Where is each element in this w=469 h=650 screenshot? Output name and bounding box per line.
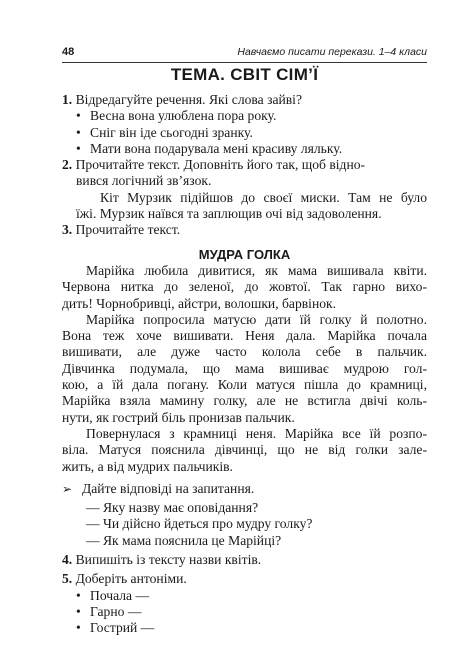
story-line: Дівчинка подумала, що мама вишиває мудрою гол- — [62, 360, 427, 376]
task-5-text: Доберіть антоніми. — [75, 571, 187, 587]
question-item: — Як мама пояснила це Марійці? — [86, 532, 282, 548]
running-title: Навчаємо писати перекази. 1–4 класи — [237, 46, 427, 58]
task-5-number: 5. — [62, 571, 73, 587]
story-line: віла. Матуся пояснила дівчинці, що не від голки зале- — [62, 442, 427, 458]
task-1-item: • Сніг він іде сьогодні зранку. — [76, 125, 427, 141]
task-3 — [62, 222, 427, 238]
task-1-item: • Весна вона улюблена пора року. — [76, 108, 427, 124]
task-2 — [62, 157, 427, 173]
questions-text: Дайте відповіді на запитання. — [82, 480, 255, 496]
antonym-item: • Гострий — — [76, 620, 427, 636]
task-2-text-line-2: вився логічний зв’язок. — [76, 173, 212, 189]
story-line: Повернулася з крамниці неня. Марійка все їй розпо- — [86, 425, 427, 441]
task-3-text: Прочитайте текст. — [75, 222, 181, 238]
story-line: Марійка попросила матусю дати їй голку й полотно. — [86, 311, 427, 327]
page-header — [62, 46, 427, 63]
task-4 — [62, 552, 427, 568]
task-4-text: Випишіть із тексту назви квітів. — [75, 552, 262, 568]
task-1-number: 1. — [62, 92, 73, 107]
story-line: Марійка взяла мамину голку, але не встигла двічі коль- — [62, 393, 427, 409]
story-line: жить, а від мудрих пальчиків. — [62, 458, 233, 474]
task-2-number: 2. — [62, 157, 73, 173]
story-line: нути, як гострий біль пронизав пальчик. — [62, 409, 295, 425]
task-1-item: • Мати вона подарувала мені красиву ляльку. — [76, 141, 427, 157]
questions-task — [62, 481, 427, 497]
page-number: 48 — [62, 46, 75, 58]
task-2-paragraph-line-1: Кіт Мурзик підійшов до своєї миски. Там не було — [100, 189, 427, 205]
task-1 — [62, 92, 427, 108]
question-item: — Чи дійсно йдеться про мудру голку? — [86, 516, 313, 532]
arrow-bullet-icon: ➢ — [62, 481, 73, 496]
task-2-text-line-1: Прочитайте текст. Доповніть його так, щоб відно- — [75, 157, 366, 173]
antonym-item: • Гарно — — [76, 604, 427, 620]
task-2-paragraph-line-2: їжі. Мурзик наївся та заплющив очі від задоволення. — [76, 206, 382, 222]
story-text — [62, 263, 427, 475]
story-title: МУДРА ГОЛКА — [198, 246, 291, 262]
story-line: вишивати, але дуже часто колола себе в пальчик. — [62, 344, 427, 360]
antonym-item: • Почала — — [76, 588, 427, 604]
task-3-number: 3. — [62, 222, 73, 238]
task-1-text: Відредагуйте речення. Які слова зайві? — [75, 92, 302, 107]
story-line: кою, а їй дала погану. Коли матуся пішла до крамниці, — [62, 377, 427, 393]
story-line: Марійка любила дивитися, як мама вишивала квіти. — [86, 262, 427, 278]
page-content — [62, 92, 427, 637]
question-item: — Яку назву має оповідання? — [86, 500, 259, 516]
task-5 — [62, 571, 427, 587]
story-line: Червона нитка до зеленої, до жовтої. Так гарно вихо- — [62, 279, 427, 295]
theme-title: ТЕМА. СВІТ СІМ’Ї — [170, 65, 319, 84]
task-4-number: 4. — [62, 552, 73, 568]
story-line: Вона теж хоче вишивати. Неня дала. Марійка почала — [62, 328, 427, 344]
story-line: дить! Чорнобривці, айстри, волошки, барвінок. — [62, 295, 337, 311]
